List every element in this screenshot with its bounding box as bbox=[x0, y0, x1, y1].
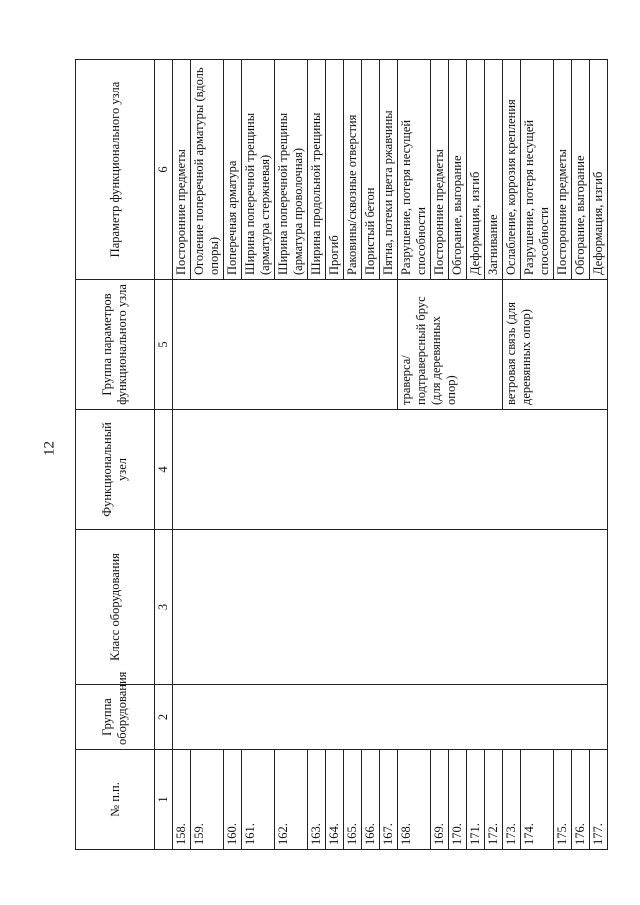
param-group-traverse: траверса/подтраверсный брус (для деревянных опор) bbox=[398, 280, 503, 410]
col-number: 2 bbox=[155, 685, 173, 750]
row-number: 170. bbox=[449, 750, 467, 850]
row-number: 174. bbox=[521, 750, 554, 850]
col-number: 3 bbox=[155, 530, 173, 685]
row-number: 167. bbox=[380, 750, 398, 850]
row-number: 166. bbox=[362, 750, 380, 850]
row-number: 159. bbox=[191, 750, 224, 850]
row-number: 165. bbox=[344, 750, 362, 850]
header-param: Параметр функционального узла bbox=[76, 60, 155, 280]
param-group-cell bbox=[173, 280, 398, 410]
param-cell: Пятна, потеки цвета ржавчины bbox=[380, 60, 398, 280]
param-cell: Посторонние предметы bbox=[554, 60, 572, 280]
equipment-group-cell bbox=[173, 685, 608, 750]
param-group-wind: ветровая связь (для деревянных опор) bbox=[503, 280, 608, 410]
col-number: 4 bbox=[155, 410, 173, 530]
param-cell: Разрушение, потеря несущей способности bbox=[521, 60, 554, 280]
header-equipment-class: Класс оборудования bbox=[76, 530, 155, 685]
equipment-class-cell bbox=[173, 530, 608, 685]
functional-unit-cell bbox=[173, 410, 608, 530]
row-number: 158. bbox=[173, 750, 191, 850]
param-cell: Ширина продольной трещины bbox=[308, 60, 326, 280]
param-cell: Деформация, изгиб bbox=[590, 60, 608, 280]
row-number: 175. bbox=[554, 750, 572, 850]
header-equipment-group: Группа оборудования bbox=[76, 685, 155, 750]
param-cell: Ширина поперечной трещины (арматура стержневая) bbox=[242, 60, 275, 280]
parameters-table bbox=[75, 59, 608, 850]
row-number: 168. bbox=[398, 750, 431, 850]
param-cell: Ширина поперечной трещины (арматура проволочная) bbox=[275, 60, 308, 280]
param-cell: Обгорание, выгорание bbox=[572, 60, 590, 280]
param-cell: Посторонние предметы bbox=[173, 60, 191, 280]
col-number: 1 bbox=[155, 750, 173, 850]
row-number: 171. bbox=[467, 750, 485, 850]
param-cell: Загнивание bbox=[485, 60, 503, 280]
param-cell: Оголение поперечной арматуры (вдоль опоры) bbox=[191, 60, 224, 280]
header-param-group: Группа параметров функционального узла bbox=[76, 280, 155, 410]
row-number: 176. bbox=[572, 750, 590, 850]
row-number: 164. bbox=[326, 750, 344, 850]
row-number: 177. bbox=[590, 750, 608, 850]
row-number: 160. bbox=[224, 750, 242, 850]
col-number: 6 bbox=[155, 60, 173, 280]
row-number: 169. bbox=[431, 750, 449, 850]
param-cell: Раковины/сквозные отверстия bbox=[344, 60, 362, 280]
table-row bbox=[173, 60, 191, 850]
header-functional-unit: Функциональный узел bbox=[76, 410, 155, 530]
param-cell: Деформация, изгиб bbox=[467, 60, 485, 280]
param-cell: Прогиб bbox=[326, 60, 344, 280]
table-container bbox=[75, 60, 605, 850]
param-cell: Пористый бетон bbox=[362, 60, 380, 280]
row-number: 172. bbox=[485, 750, 503, 850]
param-cell: Ослабление, коррозия крепления bbox=[503, 60, 521, 280]
page-number: 12 bbox=[41, 441, 58, 456]
row-number: 161. bbox=[242, 750, 275, 850]
param-cell: Поперечная арматура bbox=[224, 60, 242, 280]
col-number: 5 bbox=[155, 280, 173, 410]
header-num: № п.п. bbox=[76, 750, 155, 850]
param-cell: Разрушение, потеря несущей способности bbox=[398, 60, 431, 280]
row-number: 163. bbox=[308, 750, 326, 850]
row-number: 173. bbox=[503, 750, 521, 850]
param-cell: Посторонние предметы bbox=[431, 60, 449, 280]
row-number: 162. bbox=[275, 750, 308, 850]
param-cell: Обгорание, выгорание bbox=[449, 60, 467, 280]
